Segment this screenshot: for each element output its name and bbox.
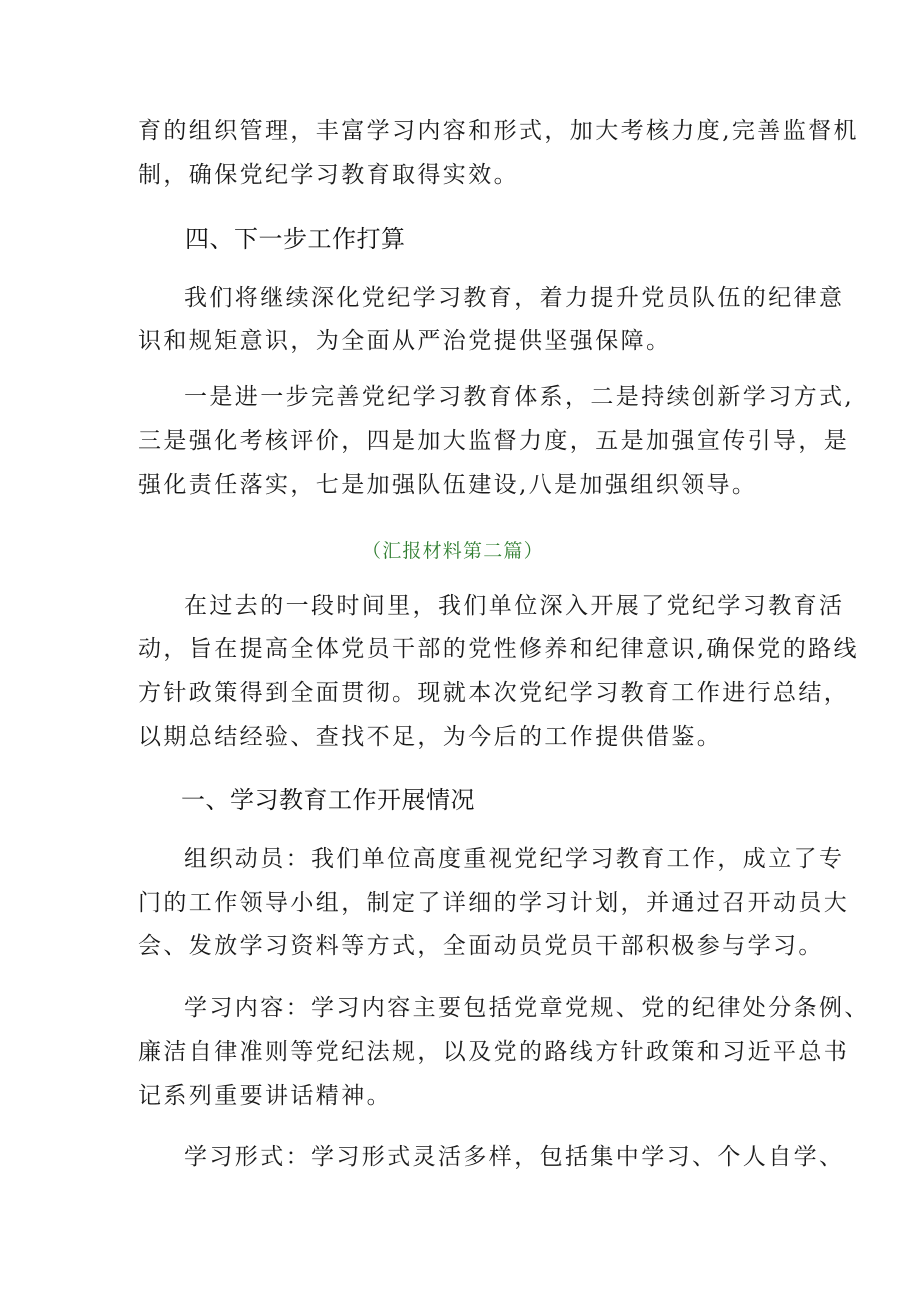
paragraph-line: 以期总结经验、查找不足，为今后的工作提供借鉴。 — [138, 724, 723, 750]
paragraph-line: 会、发放学习资料等方式，全面动员党员干部积极参与学习。 — [138, 933, 824, 959]
paragraph-line: 动，旨在提高全体党员干部的党性修养和纪律意识,确保党的路线 — [138, 636, 859, 662]
paragraph-line: 三是强化考核评价，四是加大监督力度，五是加强宣传引导，是 — [138, 428, 850, 454]
paragraph-line: 制，确保党纪学习教育取得实效。 — [138, 162, 519, 188]
paragraph-line: 门的工作领导小组，制定了详细的学习计划，并通过召开动员大 — [138, 890, 850, 916]
section-heading: 四、下一步工作打算 — [185, 225, 406, 253]
section-heading: 一、学习教育工作开展情况 — [181, 786, 475, 814]
paragraph-line: 我们将继续深化党纪学习教育，着力提升党员队伍的纪律意 — [184, 285, 845, 311]
paragraph-line: 组织动员：我们单位高度重视党纪学习教育工作，成立了专 — [184, 846, 845, 872]
paragraph-line: 识和规矩意识，为全面从严治党提供坚强保障。 — [138, 328, 672, 354]
document-subtitle: （汇报材料第二篇） — [362, 540, 544, 562]
paragraph-line: 学习形式：学习形式灵活多样，包括集中学习、个人自学、 — [184, 1144, 845, 1170]
paragraph-line: 廉洁自律准则等党纪法规，以及党的路线方针政策和习近平总书 — [138, 1039, 850, 1065]
paragraph-line: 在过去的一段时间里，我们单位深入开展了党纪学习教育活 — [184, 593, 845, 619]
paragraph-line: 记系列重要讲话精神。 — [138, 1083, 392, 1109]
paragraph-line: 育的组织管理，丰富学习内容和形式，加大考核力度,完善监督机 — [138, 118, 859, 144]
paragraph-line: 学习内容：学习内容主要包括党章党规、党的纪律处分条例、 — [184, 995, 870, 1021]
paragraph-line: 强化责任落实，七是加强队伍建设,八是加强组织领导。 — [138, 472, 758, 498]
paragraph-line: 一是进一步完善党纪学习教育体系，二是持续创新学习方式, — [184, 384, 855, 410]
paragraph-line: 方针政策得到全面贯彻。现就本次党纪学习教育工作进行总结， — [138, 680, 850, 706]
